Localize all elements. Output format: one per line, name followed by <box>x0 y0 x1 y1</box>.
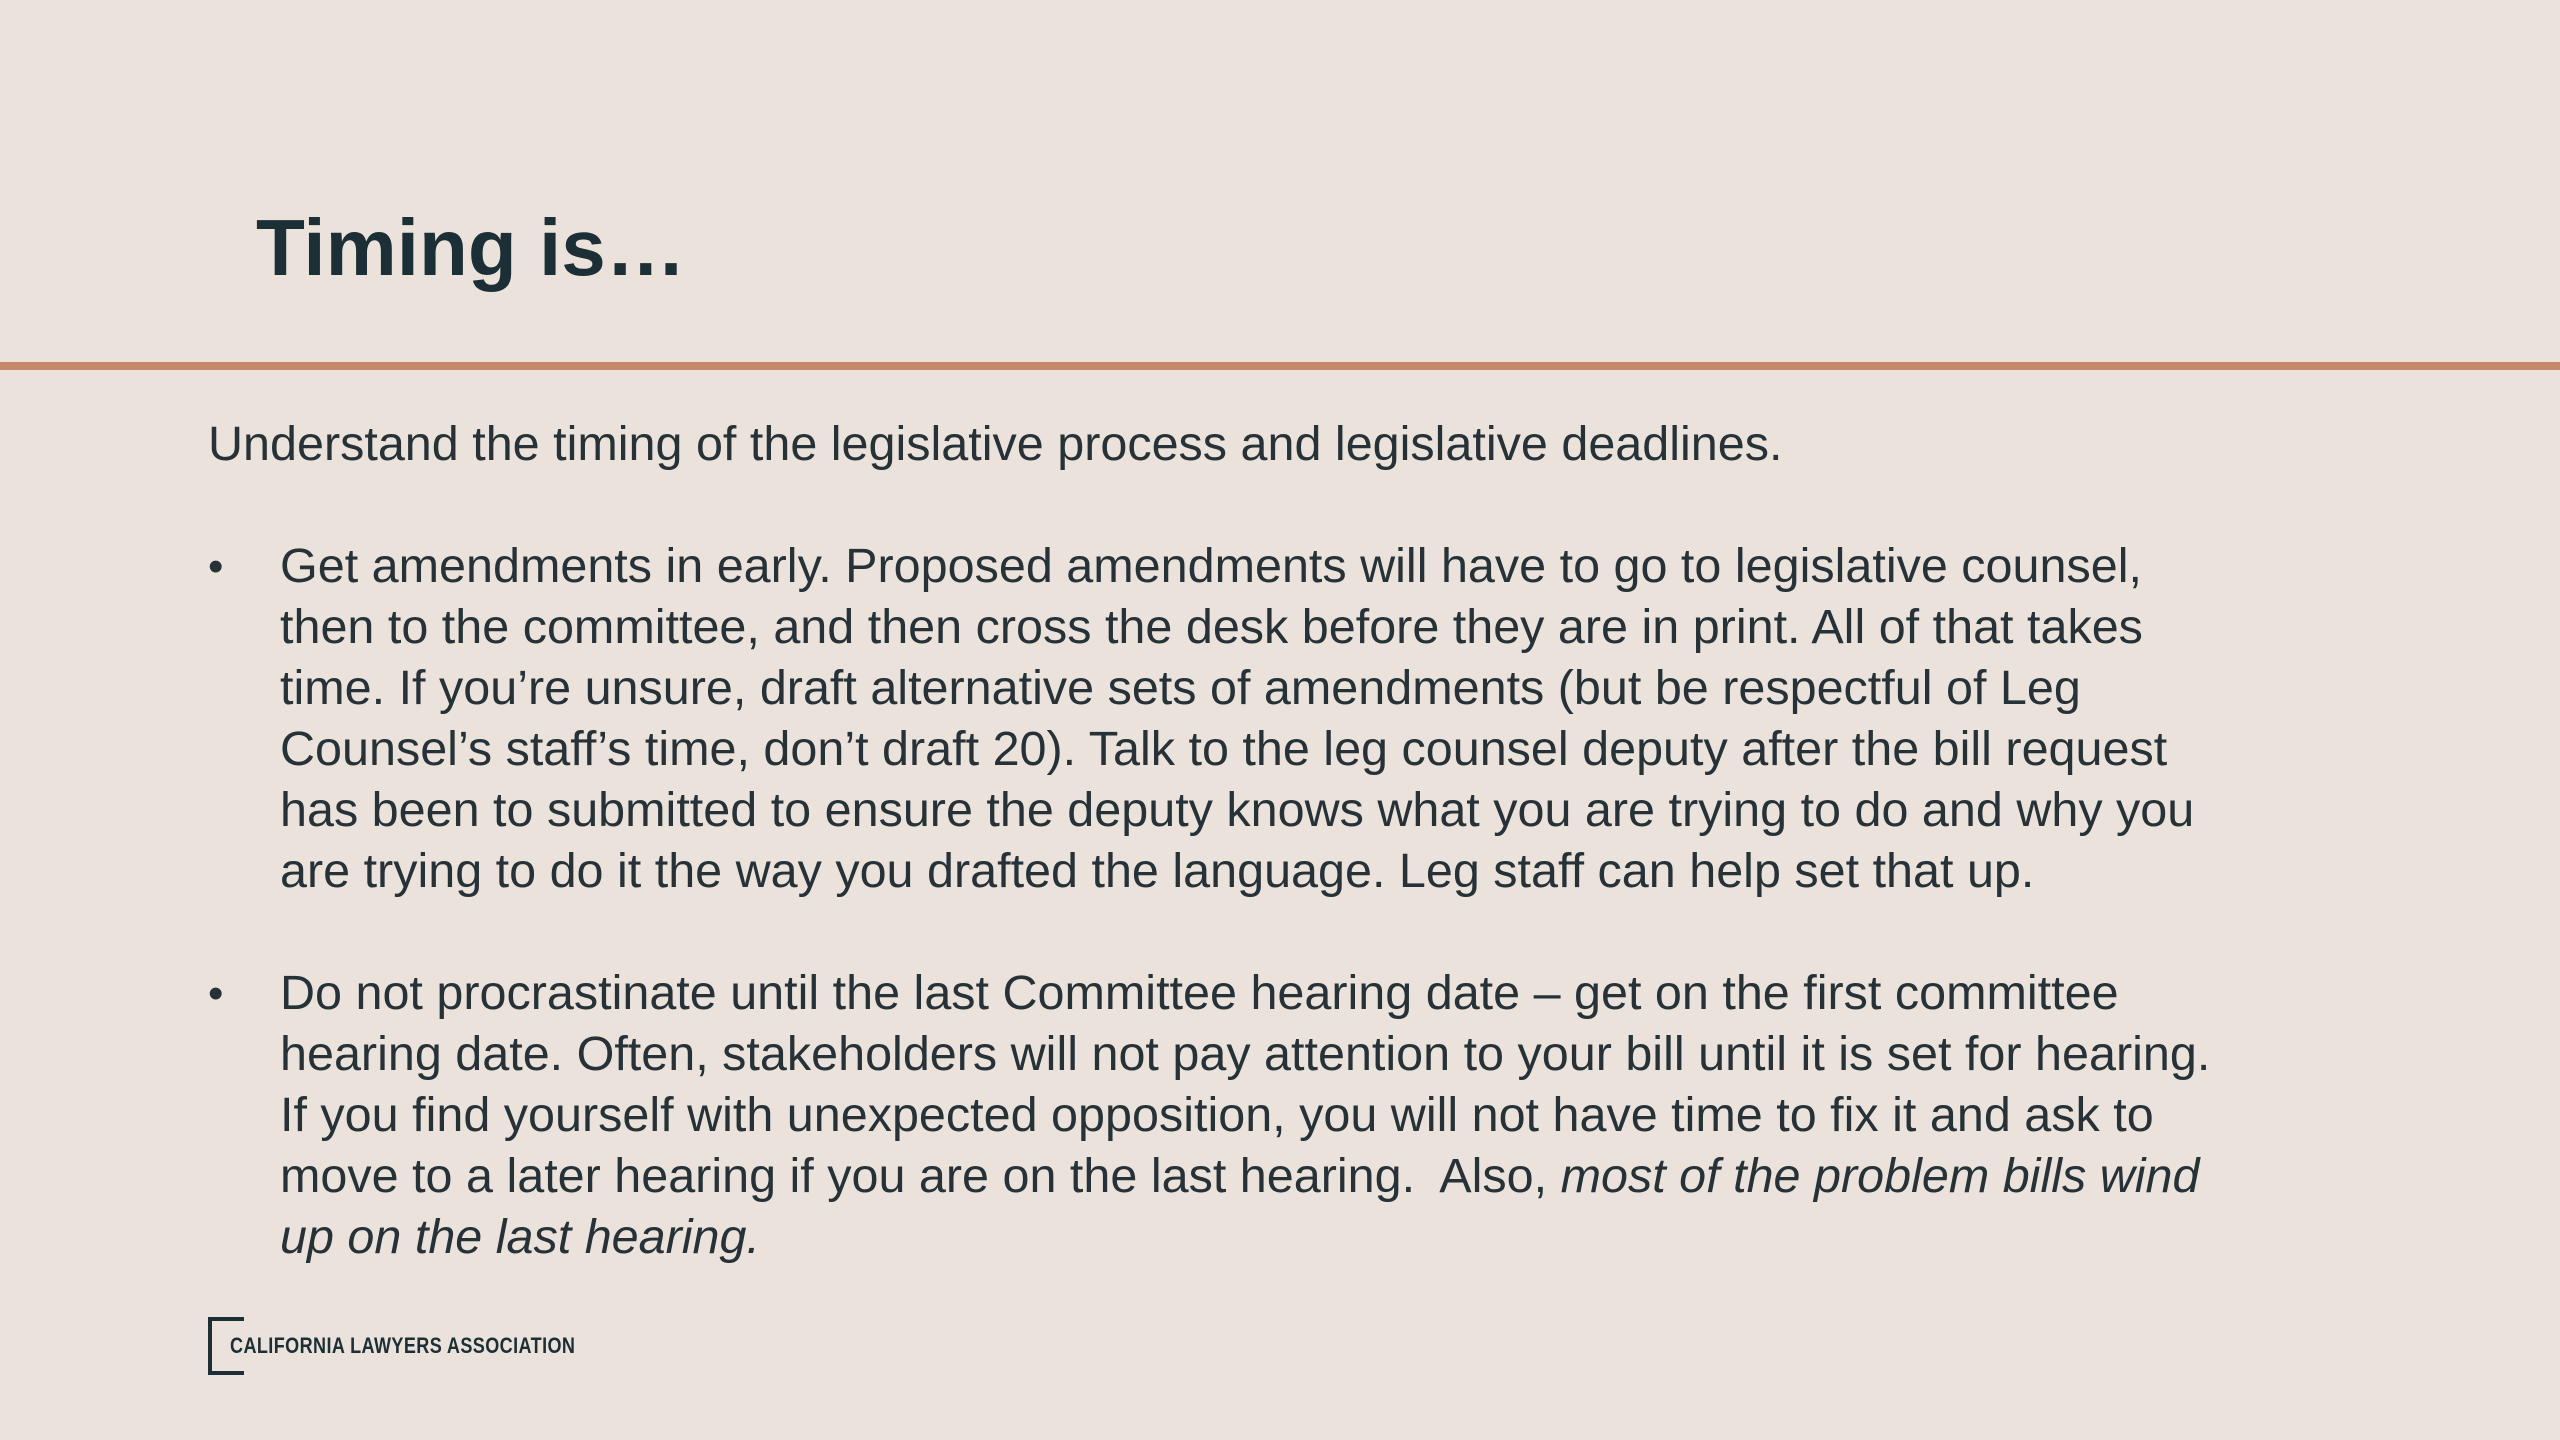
bullet-line: then to the committee, and then cross the desk before they are in print. All of that takes <box>280 600 2143 654</box>
california-lawyers-association-logo <box>208 1314 651 1378</box>
bullet-item-amendments <box>208 536 2358 902</box>
logo-text: CALIFORNIA LAWYERS ASSOCIATION <box>230 1333 576 1358</box>
bullet-list <box>208 536 2358 1268</box>
bullet-icon: • <box>208 969 224 1018</box>
bullet-line: Counsel’s staff’s time, don’t draft 20). Talk to the leg counsel deputy after the bill request <box>280 722 2168 776</box>
bullet-text-emphasis: up on the last hearing. <box>280 1210 760 1264</box>
bullet-text-plain: move to a later hearing if you are on the last hearing. Also, <box>280 1149 1561 1203</box>
bullet-line: If you find yourself with unexpected opposition, you will not have time to fix it and ask to <box>280 1088 2154 1142</box>
bullet-line: has been to submitted to ensure the deputy knows what you are trying to do and why you <box>280 783 2195 837</box>
bullet-line: Get amendments in early. Proposed amendments will have to go to legislative counsel, <box>280 539 2142 593</box>
bullet-line-mixed <box>280 1146 2358 1207</box>
slide-body <box>208 414 2358 1268</box>
bullet-item-hearing-date <box>208 963 2358 1268</box>
bullet-line: Do not procrastinate until the last Committee hearing date – get on the first committee <box>280 966 2119 1020</box>
bullet-line: hearing date. Often, stakeholders will not pay attention to your bill until it is set for hearing. <box>280 1027 2211 1081</box>
bullet-line: are trying to do it the way you drafted the language. Leg staff can help set that up. <box>280 844 2035 898</box>
slide-title: Timing is… <box>256 203 686 292</box>
bullet-icon: • <box>208 542 224 591</box>
bullet-line: time. If you’re unsure, draft alternative sets of amendments (but be respectful of Leg <box>280 661 2081 715</box>
bullet-text-emphasis: most of the problem bills wind <box>1560 1149 2200 1203</box>
intro-text: Understand the timing of the legislative process and legislative deadlines. <box>208 417 1783 471</box>
title-divider <box>0 362 2560 370</box>
